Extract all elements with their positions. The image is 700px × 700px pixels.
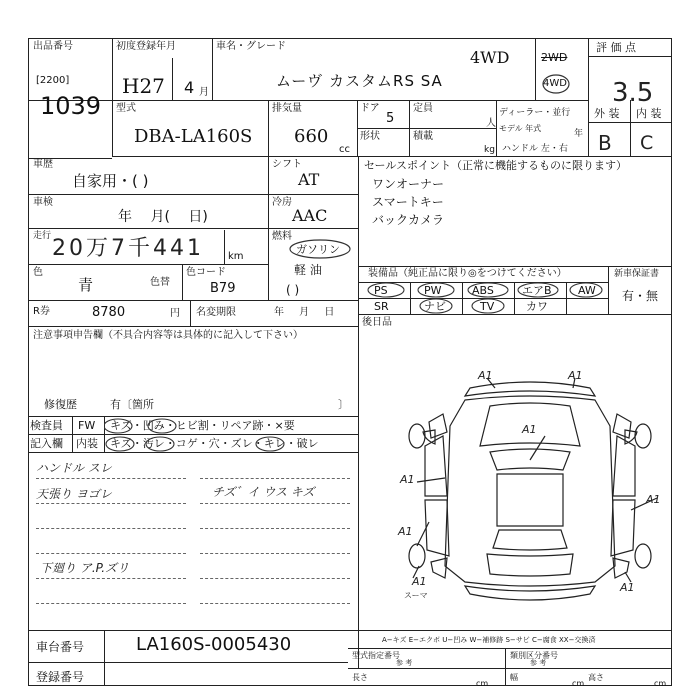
rule bbox=[28, 264, 268, 265]
sales-point-1: ワンオーナー bbox=[372, 177, 445, 191]
history-value: 自家用・( ) bbox=[72, 172, 149, 190]
capacity-label: 定員 bbox=[413, 103, 433, 114]
rule bbox=[112, 38, 113, 156]
damage-mark-rear-left: A1 bbox=[412, 575, 427, 588]
defect-circle-marks bbox=[104, 414, 354, 454]
rule bbox=[358, 266, 672, 267]
height-label: 高さ bbox=[588, 673, 604, 682]
rear-items-label: 後日品 bbox=[362, 317, 392, 328]
sales-points-title: セールスポイント（正常に機能するものに限ります） bbox=[364, 159, 628, 172]
rule bbox=[200, 528, 350, 529]
recycle-unit: 円 bbox=[170, 308, 180, 319]
drive-type: 4WD bbox=[470, 48, 510, 67]
rule bbox=[36, 478, 186, 479]
rule bbox=[348, 668, 672, 669]
history-label: 車歴 bbox=[33, 159, 53, 170]
equipment-circle-marks bbox=[358, 280, 608, 316]
rule bbox=[268, 100, 269, 158]
name-change-value: 年 月 日 bbox=[274, 307, 335, 318]
inspection-value: 年 月( 日) bbox=[118, 209, 208, 225]
rule bbox=[358, 156, 359, 668]
width-unit: cm bbox=[572, 679, 585, 688]
handwritten-note-3: チズ゛イ ウス キズ bbox=[212, 485, 315, 499]
reference-label: 参 考 bbox=[396, 659, 413, 667]
entry-label: 記入欄 bbox=[30, 437, 63, 450]
rule bbox=[505, 648, 506, 686]
rule bbox=[28, 300, 358, 301]
rule bbox=[190, 300, 191, 326]
displacement-unit: cc bbox=[339, 144, 350, 155]
rule bbox=[28, 228, 268, 229]
repair-close: 〕 bbox=[338, 398, 349, 411]
equip-navi: ナビ bbox=[424, 300, 446, 313]
equip-tv: TV bbox=[480, 300, 495, 313]
handwritten-note-4: 下廻り ア.P.ズリ bbox=[40, 561, 130, 575]
year-unit: 年 bbox=[574, 129, 584, 139]
month-unit: 月 bbox=[199, 87, 209, 98]
circle-mark-icon bbox=[570, 283, 602, 297]
repair-value: 有〔箇所 bbox=[110, 398, 154, 411]
color-code-value: B79 bbox=[210, 281, 236, 296]
ac-label: 冷房 bbox=[272, 197, 292, 208]
damage-mark-rear-right: A1 bbox=[620, 581, 635, 594]
rule bbox=[608, 266, 609, 314]
damage-mark-right-door: A1 bbox=[646, 493, 661, 506]
damage-mark-left-door: A1 bbox=[400, 473, 415, 486]
height-unit: cm bbox=[654, 679, 667, 688]
circle-mark-icon bbox=[256, 437, 284, 451]
car-name: ムーヴ カスタムRS SA bbox=[276, 72, 443, 90]
first-reg-month: 4 bbox=[184, 78, 195, 97]
damage-mark-front-right: A1 bbox=[568, 369, 583, 382]
circle-mark-icon bbox=[106, 437, 134, 451]
damage-mark-hood: A1 bbox=[522, 423, 537, 436]
rating-value: 3.5 bbox=[612, 78, 654, 108]
rule bbox=[28, 662, 348, 663]
rule bbox=[36, 603, 186, 604]
rule bbox=[172, 58, 173, 100]
fuel-diesel: 軽 油 bbox=[294, 263, 322, 277]
exterior-grade: B bbox=[598, 131, 612, 155]
handwritten-note-2: 天張り ヨゴレ bbox=[36, 487, 112, 501]
rule bbox=[104, 630, 105, 686]
exterior-defect-list: キズ・凹み・ヒビ割・リペア跡・×要 bbox=[110, 419, 295, 432]
mileage-unit: km bbox=[228, 251, 244, 262]
rule bbox=[28, 194, 358, 195]
warranty-value: 有・無 bbox=[622, 289, 659, 303]
circle-mark-icon bbox=[104, 419, 132, 433]
damage-mark-bottom: スーマ bbox=[404, 591, 428, 600]
fuel-gasoline: ガソリン bbox=[296, 243, 340, 256]
rule bbox=[268, 156, 269, 300]
interior-column-label: 内装 bbox=[76, 437, 98, 450]
repair-label: 修復歴 bbox=[44, 398, 77, 411]
rule bbox=[36, 503, 186, 504]
interior-defect-list: キズ・汚レ・コゲ・穴・ズレ・キレ・破レ bbox=[110, 437, 319, 450]
car-name-label: 車名・グレード bbox=[216, 41, 286, 52]
handle-label: ハンドル 左・右 bbox=[502, 144, 568, 154]
damage-mark-left-rear: A1 bbox=[398, 525, 413, 538]
model-year-label: モデル 年式 bbox=[499, 124, 542, 133]
rule bbox=[588, 56, 672, 57]
circle-mark-icon bbox=[538, 72, 574, 96]
circle-mark-icon bbox=[368, 283, 404, 297]
rule bbox=[224, 230, 225, 264]
chassis-number: LA160S-0005430 bbox=[136, 634, 292, 655]
circle-mark-icon bbox=[518, 283, 558, 297]
recycle-label: R券 bbox=[33, 306, 50, 317]
name-change-label: 名変期限 bbox=[196, 307, 236, 318]
lot-prefix: [2200] bbox=[36, 75, 70, 86]
rule bbox=[28, 326, 358, 327]
equip-sr: SR bbox=[374, 300, 389, 313]
equip-ps: PS bbox=[374, 284, 388, 297]
inspection-label: 車検 bbox=[33, 197, 53, 208]
color-value: 青 bbox=[78, 276, 94, 294]
capacity-unit: 人 bbox=[486, 118, 496, 129]
length-unit: cm bbox=[476, 679, 489, 688]
rule bbox=[535, 38, 536, 100]
color-no-label: 色替 bbox=[150, 277, 170, 288]
sales-point-2: スマートキー bbox=[372, 195, 444, 209]
option-2wd: 2WD bbox=[541, 51, 568, 64]
shift-value: AT bbox=[298, 170, 320, 189]
warranty-label: 新車保証書 bbox=[614, 269, 660, 279]
rule bbox=[212, 38, 213, 100]
option-4wd: 4WD bbox=[543, 78, 567, 89]
rule bbox=[72, 416, 73, 452]
type-class-label: 類別区分番号 bbox=[510, 651, 558, 660]
rating-label: 評 価 点 bbox=[596, 41, 636, 54]
color-label: 色 bbox=[33, 267, 43, 278]
fuel-label: 燃料 bbox=[272, 231, 292, 242]
displacement-value: 660 bbox=[294, 126, 329, 147]
interior-label: 内 装 bbox=[636, 107, 662, 120]
rule bbox=[496, 100, 497, 156]
load-unit: kg bbox=[484, 145, 495, 155]
chassis-label: 車台番号 bbox=[36, 640, 85, 654]
interior-grade: C bbox=[640, 132, 654, 154]
rule bbox=[36, 553, 186, 554]
shift-label: シフト bbox=[272, 159, 302, 170]
item-no-label: 出品番号 bbox=[33, 41, 73, 52]
fw-label: FW bbox=[78, 419, 96, 432]
recycle-value: 8780 bbox=[92, 305, 126, 320]
circle-mark-icon bbox=[420, 299, 452, 313]
rule bbox=[182, 264, 183, 300]
dealer-label: ディーラー・並行 bbox=[499, 108, 571, 118]
circle-mark-icon bbox=[148, 419, 176, 433]
first-reg-year: H27 bbox=[122, 74, 165, 98]
rule bbox=[200, 553, 350, 554]
equip-abs: ABS bbox=[472, 284, 494, 297]
reference-label-2: 参 考 bbox=[530, 659, 547, 667]
mileage-label: 走行 bbox=[33, 231, 52, 241]
door-label: ドア bbox=[360, 103, 380, 114]
notes-title: 注意事項申告欄（不具合内容等は具体的に記入して下さい） bbox=[33, 330, 303, 341]
circle-mark-icon bbox=[472, 299, 504, 313]
mileage-value: 20万7千441 bbox=[52, 236, 204, 261]
registration-label: 登録番号 bbox=[36, 670, 85, 684]
equip-leather: カワ bbox=[526, 300, 548, 313]
ac-value: AAC bbox=[292, 206, 328, 225]
load-label: 積載 bbox=[413, 131, 433, 142]
damage-legend: A−キズ E−エクボ U−凹み W−補修跡 S−サビ C−腐食 XX−交換済 bbox=[382, 636, 596, 644]
width-label: 幅 bbox=[510, 673, 518, 682]
circle-mark-icon bbox=[468, 283, 508, 297]
rule bbox=[200, 603, 350, 604]
lot-number: 1039 bbox=[40, 92, 102, 120]
rule bbox=[200, 503, 350, 504]
shape-label: 形状 bbox=[360, 131, 380, 142]
rule bbox=[348, 648, 672, 649]
equipment-title: 装備品（純正品に限り◎をつけてください） bbox=[368, 268, 567, 279]
equip-pw: PW bbox=[424, 284, 442, 297]
color-code-label: 色コード bbox=[186, 267, 226, 278]
rule bbox=[200, 578, 350, 579]
door-value: 5 bbox=[386, 111, 395, 126]
car-body-diagram bbox=[395, 366, 665, 616]
damage-mark-front-left: A1 bbox=[478, 369, 493, 382]
circle-mark-icon bbox=[146, 437, 174, 451]
equip-airbag: エアB bbox=[522, 284, 552, 297]
rule bbox=[112, 156, 672, 157]
inspector-label: 検査員 bbox=[30, 419, 63, 432]
circle-mark-icon bbox=[287, 238, 353, 260]
type-designation-label: 型式指定番号 bbox=[352, 651, 400, 660]
rule bbox=[36, 528, 186, 529]
first-reg-label: 初度登録年月 bbox=[116, 41, 176, 52]
displacement-label: 排気量 bbox=[272, 103, 302, 114]
sales-point-3: バックカメラ bbox=[372, 213, 445, 227]
rule bbox=[28, 630, 672, 631]
rule bbox=[630, 100, 631, 156]
rule bbox=[200, 478, 350, 479]
rule bbox=[268, 228, 358, 229]
rule bbox=[357, 128, 496, 129]
model-value: DBA-LA160S bbox=[134, 126, 253, 147]
rule bbox=[36, 578, 186, 579]
model-label: 型式 bbox=[116, 103, 136, 114]
exterior-label: 外 装 bbox=[594, 107, 620, 120]
length-label: 長さ bbox=[352, 673, 368, 682]
circle-mark-icon bbox=[418, 283, 454, 297]
fuel-other: ( ) bbox=[286, 283, 300, 297]
equip-aw: AW bbox=[578, 284, 596, 297]
handwritten-note-1: ハンドル スレ bbox=[36, 461, 112, 475]
